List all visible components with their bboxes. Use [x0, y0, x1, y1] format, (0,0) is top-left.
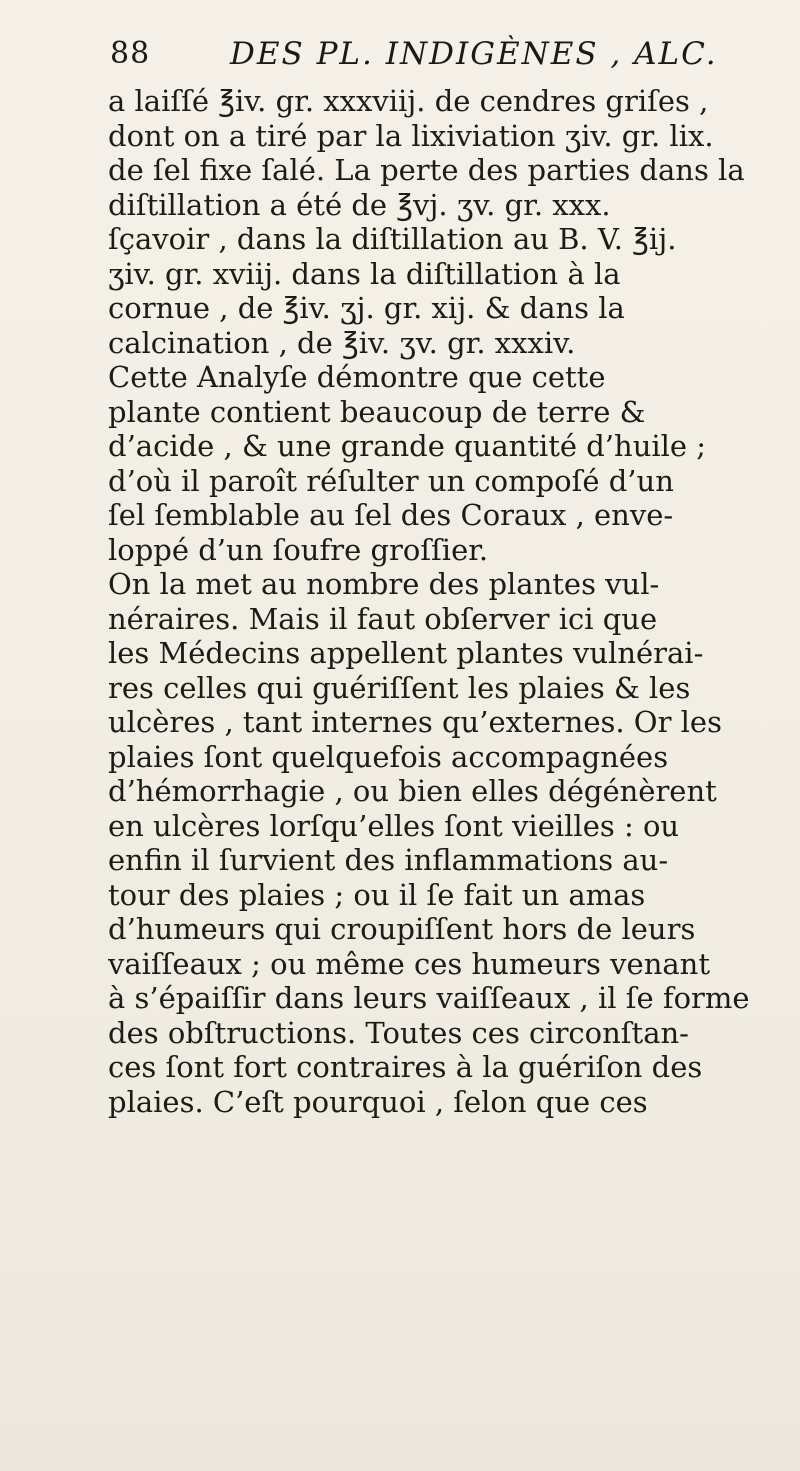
text-line: dont on a tiré par la lixiviation ʒiv. gr. lix.	[108, 118, 714, 153]
text-line: plante contient beaucoup de terre &	[108, 394, 646, 429]
text-line: ſçavoir , dans la diſtillation au B. V. ℥ij.	[108, 222, 677, 256]
text-line: Cette Analyſe démontre que cette	[108, 360, 606, 394]
page-header	[110, 36, 770, 86]
text-line: ſel ſemblable au ſel des Coraux , enve-	[108, 498, 674, 532]
text-line: ʒiv. gr. xviij. dans la diſtillation à la	[108, 256, 621, 291]
text-line: de ſel fixe ſalé. La perte des parties dans la	[108, 153, 745, 187]
text-line: les Médecins appellent plantes vulnérai-	[108, 636, 704, 670]
text-line: tour des plaies ; ou il ſe fait un amas	[108, 877, 646, 912]
text-line: diſtillation a été de ℥vj. ʒv. gr. xxx.	[108, 187, 611, 222]
text-line: loppé d’un ſoufre groſſier.	[108, 532, 489, 567]
text-line: enfin il ſurvient des inflammations au-	[108, 843, 669, 877]
text-line: plaies ſont quelquefois accompagnées	[108, 739, 669, 774]
text-line: d’hémorrhagie , ou bien elles dégénèrent	[108, 774, 717, 808]
page-number: 88	[110, 36, 151, 71]
text-line: ces ſont fort contraires à la guériſon des	[108, 1050, 703, 1084]
text-line: ulcères , tant internes qu’externes. Or les	[108, 705, 722, 739]
text-line: plaies. C’eſt pourquoi , ſelon que ces	[108, 1084, 648, 1119]
text-line: calcination , de ℥iv. ʒv. gr. xxxiv.	[108, 325, 576, 360]
text-line: On la met au nombre des plantes vul-	[108, 567, 660, 601]
text-line: d’acide , & une grande quantité d’huile ;	[108, 429, 707, 463]
text-line: d’où il paroît réſulter un compoſé d’un	[108, 463, 674, 498]
text-line: des obſtructions. Toutes ces circonſtan-	[108, 1015, 689, 1050]
text-line: à s’épaiſſir dans leurs vaiſſeaux , il ſe forme	[108, 981, 750, 1015]
text-line: cornue , de ℥iv. ʒj. gr. xij. & dans la	[108, 291, 625, 325]
running-head: DES PL. INDIGÈNES , ALC.	[230, 36, 718, 72]
text-line: res celles qui guériſſent les plaies & les	[108, 670, 691, 705]
text-line: d’humeurs qui croupiſſent hors de leurs	[108, 912, 696, 946]
text-line: a laiſſé ℥iv. gr. xxxviij. de cendres griſes ,	[108, 84, 709, 118]
text-line: néraires. Mais il faut obſerver ici que	[108, 601, 658, 636]
text-line: en ulcères lorſqu’elles ſont vieilles : ou	[108, 808, 680, 843]
text-line: vaiſſeaux ; ou même ces humeurs venant	[108, 946, 711, 981]
body-text	[108, 84, 770, 1119]
